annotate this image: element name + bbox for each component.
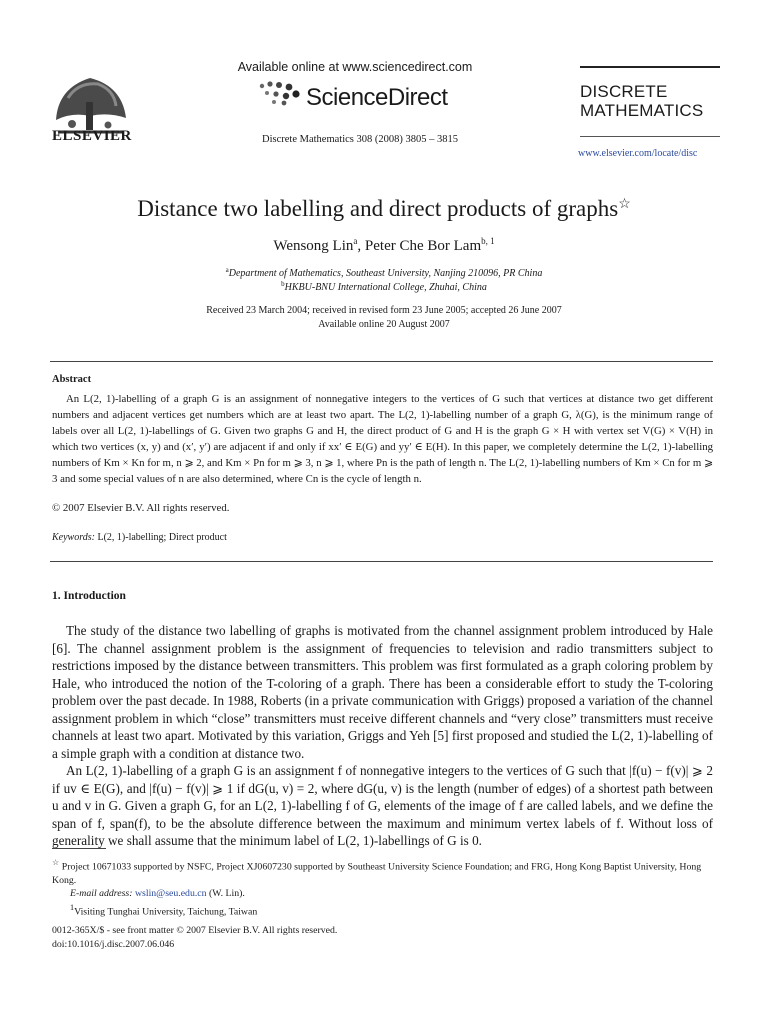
footnote [52,856,713,887]
footnote-rule [52,848,106,849]
keywords-label: Keywords: [52,532,95,543]
author-separator: , [357,238,365,254]
footnote [52,901,713,919]
abstract-copyright: © 2007 Elsevier B.V. All rights reserved. [52,502,230,514]
divider [50,561,713,562]
journal-title-line2: MATHEMATICS [580,101,704,120]
masthead-rule [580,66,720,68]
abstract-text: An L(2, 1)-labelling of a graph G is an assignment of nonnegative integers to the vertices of G such that vertices at distance two get different numbers and adjacent vertices get numbers which are at least two apart. The L(2, 1)-labelling number of a graph G, λ(G), is the minimum range of labels over all L(2, 1)-labellings of G. Given two graphs G and H, the direct product of G and H is the graph G × H with vertex set V(G) × V(H) in which two vertices (x, y) and (x′, y′) are adjacent if and only if xx′ ∈ E(G) and yy′ ∈ E(H). In this paper, we completely determine the L(2, 1)-labelling numbers of Km × Kn for m, n ⩾ 2, and Km × Pn for m ⩾ 3, n ⩾ 1, where Pn is the path of length n. The L(2, 1)-labelling numbers of Km × Cn for m ⩾ 3 and some special values of n are also determined, where Cn is the cycle of length n. [52,393,713,486]
affiliation-mark: a [225,266,229,274]
abstract-body [52,391,713,488]
paper-title [40,196,728,222]
author-name: Peter Che Bor Lam [364,238,482,254]
affiliation-text: Department of Mathematics, Southeast University, Nanjing 210096, PR China [228,268,543,279]
front-matter-line: 0012-365X/$ - see front matter © 2007 Elsevier B.V. All rights reserved. [52,925,338,936]
available-date: Available online 20 August 2007 [318,319,450,330]
journal-url-link[interactable]: www.elsevier.com/locate/disc [578,148,698,159]
paragraph: The study of the distance two labelling of graphs is motivated from the channel assignment problem introduced by Hale [6]. The channel assignment problem is the assignment of frequencies to television and radio transmitters subject to restrictions imposed by the distance between transmitters. This problem was first formulated as a graph coloring problem by Hale, who introduced the notion of the T-coloring of a graph. There has been a considerable effort to study the T-coloring problem over the past decade. In 1988, Roberts (in a private communication with Griggs) proposed a variation of the channel assignment problem in which “close” transmitters must receive different channels and “very close” transmitters must receive channels at least two apart. Motivated by this variation, Griggs and Yeh [5] first proposed and studied the L(2, 1)-labelling of a simple graph with a condition at distance two. [52,623,714,761]
publisher-name: ELSEVIER [52,128,132,144]
keywords [52,532,227,543]
affiliation-mark: b [281,280,285,288]
email-label: E-mail address: [70,888,133,900]
footnote [52,887,713,901]
email-owner: (W. Lin). [206,888,245,900]
author-affil-mark: b, 1 [481,236,495,246]
journal-title-line1: DISCRETE [580,82,668,101]
footnote-mark: ☆ [52,858,60,867]
masthead-rule-bottom [580,136,720,137]
sciencedirect-dots-icon [258,80,304,106]
received-dates: Received 23 March 2004; received in revised form 23 June 2005; accepted 26 June 2007 [206,305,562,316]
affiliation-b [40,280,728,293]
abstract-heading: Abstract [52,374,92,385]
section-heading: 1. Introduction [52,590,126,602]
journal-title [580,82,703,120]
divider [50,361,713,362]
footnotes [52,856,713,919]
keywords-text: L(2, 1)-labelling; Direct product [94,532,227,543]
affiliation-text: HKBU-BNU International College, Zhuhai, China [284,282,487,293]
email-link[interactable]: wslin@seu.edu.cn [134,888,207,900]
author-name: Wensong Lin [273,238,354,254]
front-matter-footer [52,924,337,951]
footnote-text: Project 10671033 supported by NSFC, Project XJ0607230 supported by Southeast University Science Foundation; and FRG, Hong Kong Baptist University, Hong Kong. [52,861,702,886]
journal-reference: Discrete Mathematics 308 (2008) 3805 – 3815 [262,134,458,145]
section-body [52,622,713,850]
title-footnote-mark[interactable]: ☆ [618,197,631,212]
paper-title-text: Distance two labelling and direct products of graphs [137,196,619,221]
footnote-text: Visiting Tunghai University, Taichung, Taiwan [74,906,258,918]
author-affil-mark: a [353,236,358,246]
sciencedirect-wordmark: ScienceDirect [306,84,448,111]
paragraph: An L(2, 1)-labelling of a graph G is an assignment f of nonnegative integers to the vertices of G such that |f(u) − f(v)| ⩾ 2 if uv ∈ E(G), and |f(u) − f(v)| ⩾ 1 if dG(u, v) = 2, where dG(u, v) is the length (number of edges) of a shortest path between u and v in G. Given a graph G, for an L(2, 1)-labelling f of G, elements of the image of f are called labels, and we define the span of f, span(f), to be the absolute difference between the maximum and minimum vertex labels of f. Without loss of generality we shall assume that the minimum label of L(2, 1)-labellings of G is 0. [52,763,713,848]
available-online-text[interactable]: Available online at www.sciencedirect.com [237,60,473,74]
author-line [40,236,728,255]
doi-line[interactable]: doi:10.1016/j.disc.2007.06.046 [52,938,175,950]
footnote-mark: 1 [70,902,75,912]
affiliation-a [40,266,728,279]
